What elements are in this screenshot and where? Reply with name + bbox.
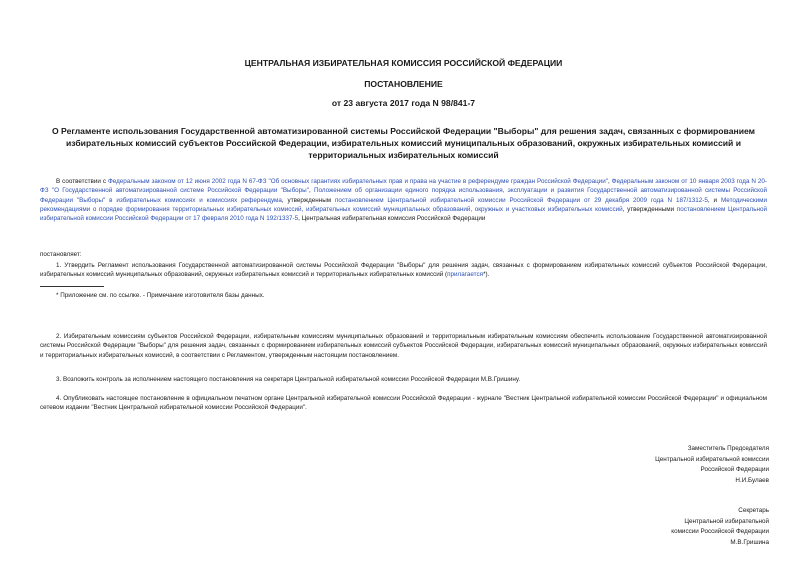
preamble-paragraph: [40, 177, 767, 223]
document-type-heading: ПОСТАНОВЛЕНИЕ: [364, 79, 443, 89]
item-1-tail: *).: [483, 271, 490, 279]
preamble-text: ,: [607, 178, 612, 185]
document-date-number: от 23 августа 2017 года N 98/841-7: [331, 98, 476, 108]
preamble-text: , и: [707, 196, 721, 204]
title-line-1: О Регламенте использования Государственной автоматизированной системы Российской Федерации "Выборы" для решения задач, связанных с формированием: [51, 126, 755, 136]
signature-2-name: М.В.Гришина: [730, 538, 769, 546]
regulation-link[interactable]: Положением об организации единого порядка использования, эксплуатации и развития Государственной автоматизированной системы Российской Федерации "Выборы" в избирательных комиссиях и комиссиях референдума: [40, 187, 768, 204]
preamble-text: , утвержденным: [281, 196, 335, 204]
preamble-text: , утвержденными: [622, 205, 677, 213]
signature-2-organization: Центральной избирательной: [684, 517, 769, 525]
organization-heading: ЦЕНТРАЛЬНАЯ ИЗБИРАТЕЛЬНАЯ КОМИССИЯ РОССИЙСКОЙ ФЕДЕРАЦИИ: [244, 58, 563, 68]
signature-2-position: Секретарь: [738, 507, 769, 514]
signature-1-organization: Центральной избирательной комиссии: [655, 455, 769, 463]
appendix-link[interactable]: прилагается: [447, 271, 484, 279]
signature-1-position: Заместитель Председателя: [687, 445, 769, 452]
resolution-192-link[interactable]: постановлением Центральной избирательной комиссии Российской Федерации от 17 февраля 2010 года N 192/1337-5: [40, 205, 767, 223]
resolves-label: постановляет:: [40, 251, 82, 258]
signature-secretary: [671, 506, 769, 548]
federal-law-20-link[interactable]: Федеральным законом от 10 января 2003 года N 20-ФЗ "О Государственной автоматизированной системе Российской Федерации "Выборы": [40, 178, 767, 195]
item-1-paragraph: [40, 261, 767, 280]
federal-law-67-link[interactable]: Федеральным законом от 12 июня 2002 года N 67-ФЗ "Об основных гарантиях избирательных прав и права на участие в референдуме граждан Российской Федерации": [107, 178, 608, 185]
methodical-recommendations-link[interactable]: Методическими рекомендациями о порядке формирования территориальных избирательных комиссий, избирательных комиссий муниципальных образований, окружных и участковых избирательных комиссий: [40, 196, 767, 213]
signature-2-country: комиссии Российской Федерации: [671, 528, 769, 535]
signature-deputy-chairman: [655, 444, 769, 486]
title-line-2: избирательных комиссий субъектов Российской Федерации, избирательных комиссий муниципальных образований, окружных избирательных комиссий и: [66, 138, 741, 148]
item-2-paragraph: 2. Избирательным комиссиям субъектов Российской Федерации, избирательным комиссиям муниципальных образований и территориальным избирательным комиссиям обеспечить использование Государственной автоматизированной системы Российской Федерации "Выборы" для решения задач, связанных с формированием избирательных комиссий субъектов Российской Федерации, избирательных комиссий муниципальных образований, окружных избирательных комиссий и территориальных избирательных комиссий, в соответствии с Регламентом, утвержденным настоящим постановлением.: [40, 333, 767, 359]
footnote-divider: [40, 286, 104, 287]
preamble-text: , Центральная избирательная комиссия Российской Федерации: [298, 215, 486, 223]
item-1-text: 1. Утвердить Регламент использования Государственной автоматизированной системы Российской Федерации "Выборы" для решения задач, связанных с формированием избирательных комиссий субъектов Российской Федерации, избирательных комиссий муниципальных образований, окружных избирательных комиссий и территориальных избирательных комиссий (: [40, 262, 767, 279]
signature-1-name: Н.И.Булаев: [735, 476, 769, 484]
footnote: * Приложение см. по ссылке. - Примечание изготовителя базы данных.: [56, 292, 265, 299]
document-title: [40, 125, 767, 161]
preamble-text: В соответствии с: [56, 178, 108, 185]
item-3-paragraph: 3. Возложить контроль за исполнением настоящего постановления на секретаря Центральной избирательной комиссии Российской Федерации М.В.Гришину.: [56, 376, 521, 383]
title-line-3: территориальных избирательных комиссий: [308, 150, 499, 160]
item-4-paragraph: 4. Опубликовать настоящее постановление в официальном печатном органе Центральной избирательной комиссии Российской Федерации - журнале "Вестник Центральной избирательной комиссии Российской Федерации" и официальном сетевом издании "Вестник Центральной избирательной комиссии Российской Федерации".: [40, 395, 767, 412]
signature-1-country: Российской Федерации: [700, 466, 769, 473]
resolution-187-link[interactable]: постановлением Центральной избирательной комиссии Российской Федерации от 29 декабря 2009 года N 187/1312-5: [334, 196, 708, 204]
preamble-text: ,: [308, 187, 314, 195]
